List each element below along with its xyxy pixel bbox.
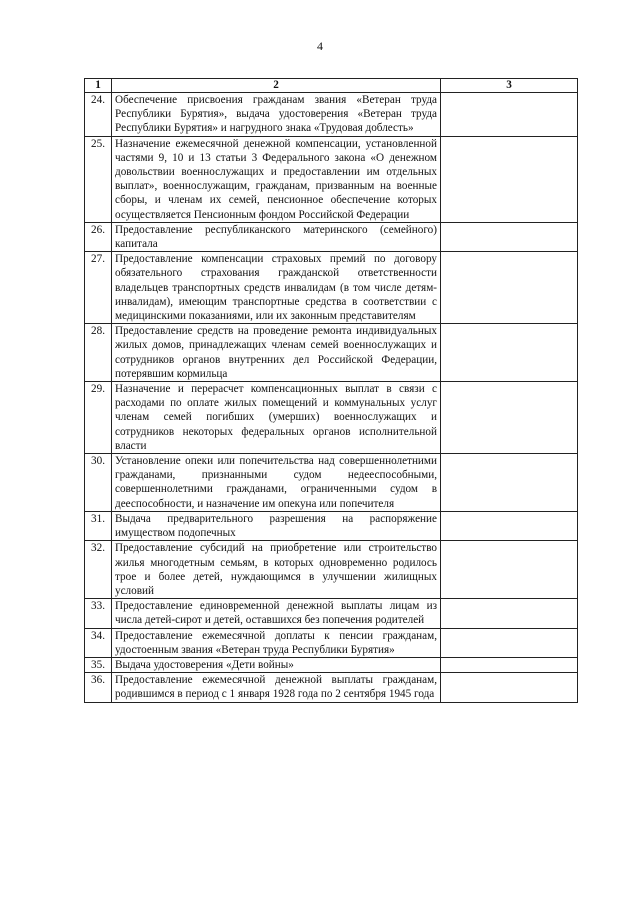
table-header-row <box>85 79 578 93</box>
row-number: 28. <box>85 324 112 382</box>
empty-cell <box>441 599 578 628</box>
service-name: Предоставление единовременной денежной выплаты лицам из числа детей-сирот и детей, оставшихся без попечения родителей <box>112 599 441 628</box>
table-row <box>85 599 578 628</box>
empty-cell <box>441 541 578 599</box>
service-name: Предоставление республиканского материнского (семейного) капитала <box>112 222 441 251</box>
column-header-number: 1 <box>85 79 112 93</box>
service-name: Назначение ежемесячной денежной компенсации, установленной частями 9, 10 и 13 статьи 3 Федерального закона «О денежном довольствии военнослужащих и предоставлении им отдельных выплат», военнослужащим, гражданам, призванным на военные сборы, и членам их семей, пенсионное обеспечение которых осуществляется Пенсионным фондом Российской Федерации <box>112 136 441 222</box>
service-name: Предоставление средств на проведение ремонта индивидуальных жилых домов, принадлежащих членам семей военнослужащих и сотрудников органов внутренних дел Российской Федерации, потерявшим кормильца <box>112 324 441 382</box>
service-name: Предоставление субсидий на приобретение или строительство жилья многодетным семьям, в которых одновременно родилось трое и более детей, нуждающимся в улучшении жилищных условий <box>112 541 441 599</box>
empty-cell <box>441 93 578 137</box>
table-row <box>85 252 578 324</box>
service-name: Установление опеки или попечительства над совершеннолетними гражданами, признанными судом недееспособными, совершеннолетними гражданами, ограниченными судом в дееспособности, и назначение им опекуна или попечителя <box>112 454 441 512</box>
row-number: 36. <box>85 673 112 702</box>
row-number: 35. <box>85 657 112 672</box>
empty-cell <box>441 252 578 324</box>
empty-cell <box>441 454 578 512</box>
column-header-service: 2 <box>112 79 441 93</box>
row-number: 24. <box>85 93 112 137</box>
table-row <box>85 657 578 672</box>
empty-cell <box>441 136 578 222</box>
table-row <box>85 382 578 454</box>
row-number: 33. <box>85 599 112 628</box>
empty-cell <box>441 324 578 382</box>
row-number: 25. <box>85 136 112 222</box>
table-row <box>85 541 578 599</box>
service-name: Выдача удостоверения «Дети войны» <box>112 657 441 672</box>
service-name: Предоставление ежемесячной денежной выплаты гражданам, родившимся в период с 1 января 1928 года по 2 сентября 1945 года <box>112 673 441 702</box>
service-name: Предоставление компенсации страховых премий по договору обязательного страхования гражданской ответственности владельцев транспортных средств инвалидам (в том числе детям-инвалидам), имеющим транспортные средства в соответствии с медицинскими показаниями, или их законным представителям <box>112 252 441 324</box>
empty-cell <box>441 382 578 454</box>
service-name: Обеспечение присвоения гражданам звания «Ветеран труда Республики Бурятия», выдача удостоверения «Ветеран труда Республики Бурятия» и нагрудного знака «Трудовая доблесть» <box>112 93 441 137</box>
empty-cell <box>441 511 578 540</box>
service-name: Выдача предварительного разрешения на распоряжение имуществом подопечных <box>112 511 441 540</box>
row-number: 29. <box>85 382 112 454</box>
table-row <box>85 628 578 657</box>
empty-cell <box>441 673 578 702</box>
table-row <box>85 136 578 222</box>
empty-cell <box>441 222 578 251</box>
table-row <box>85 222 578 251</box>
table-row <box>85 511 578 540</box>
row-number: 27. <box>85 252 112 324</box>
page-number: 4 <box>317 39 323 53</box>
table-row <box>85 673 578 702</box>
table-row <box>85 93 578 137</box>
table-row <box>85 324 578 382</box>
services-table <box>84 78 578 703</box>
column-header-third: 3 <box>441 79 578 93</box>
empty-cell <box>441 628 578 657</box>
row-number: 30. <box>85 454 112 512</box>
row-number: 32. <box>85 541 112 599</box>
row-number: 34. <box>85 628 112 657</box>
service-name: Предоставление ежемесячной доплаты к пенсии гражданам, удостоенным звания «Ветеран труда Республики Бурятия» <box>112 628 441 657</box>
empty-cell <box>441 657 578 672</box>
row-number: 26. <box>85 222 112 251</box>
service-name: Назначение и перерасчет компенсационных выплат в связи с расходами по оплате жилых помещений и коммунальных услуг членам семей погибших (умерших) военнослужащих и сотрудников некоторых федеральных органов исполнительной власти <box>112 382 441 454</box>
row-number: 31. <box>85 511 112 540</box>
table-row <box>85 454 578 512</box>
